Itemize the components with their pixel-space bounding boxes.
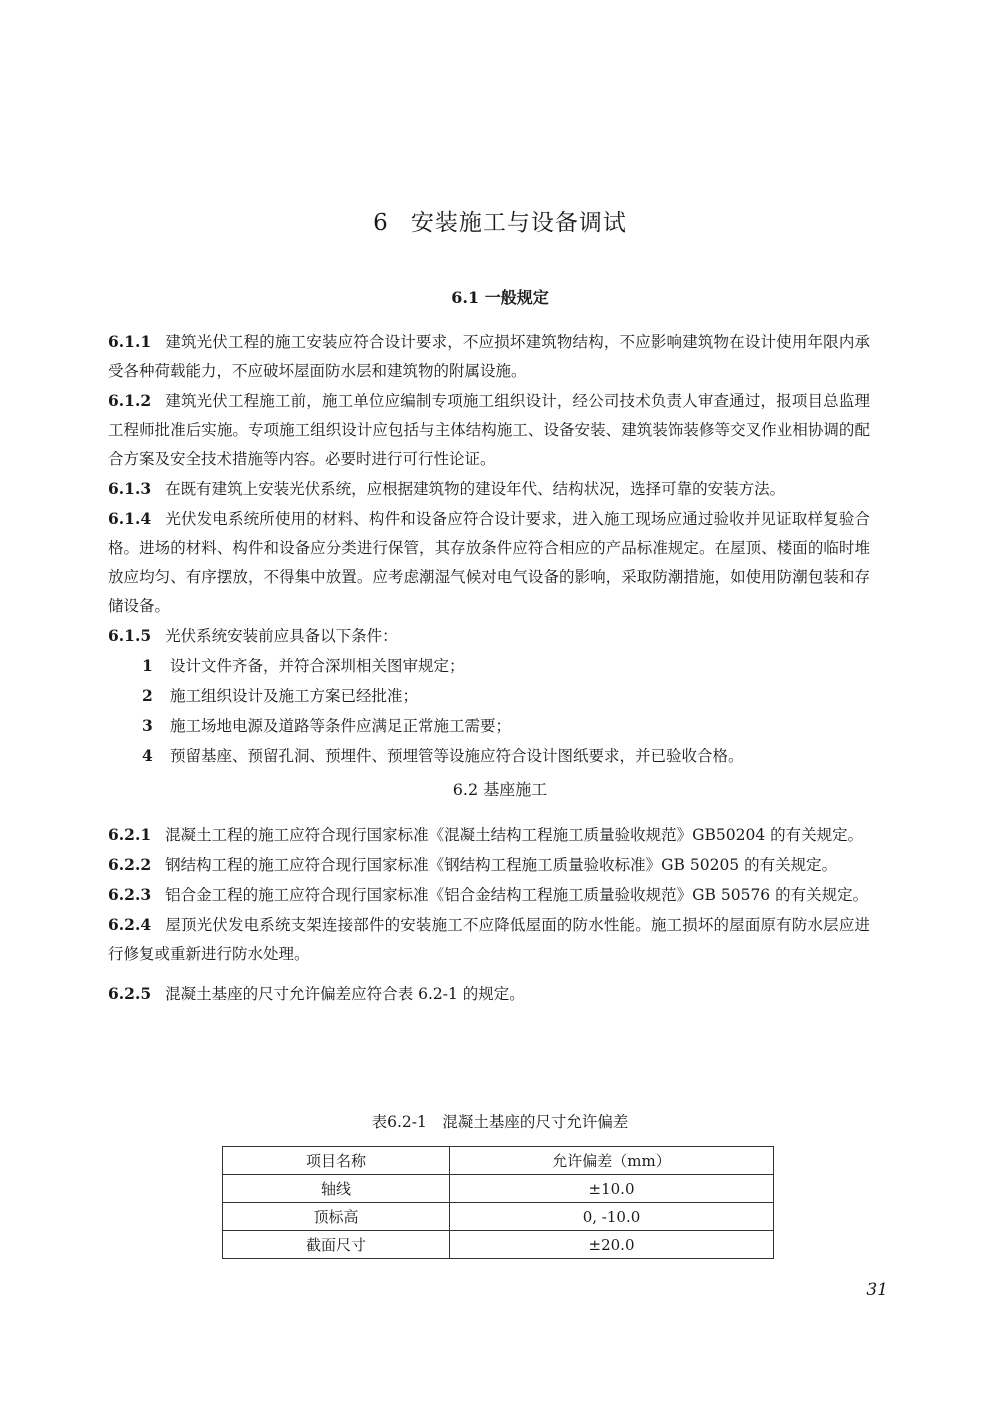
condition-number: 4 <box>142 746 153 765</box>
clause-text: 建筑光伏工程的施工安装应符合设计要求，不应损坏建筑物结构，不应影响建筑物在设计使用年限内承受各种荷载能力，不应破坏屋面防水层和建筑物的附属设施。 <box>108 333 870 380</box>
clause-number: 6.1.1 <box>108 332 152 351</box>
clause-text: 光伏发电系统所使用的材料、构件和设备应符合设计要求，进入施工现场应通过验收并见证取样复验合格。进场的材料、构件和设备应分类进行保管，其存放条件应符合相应的产品标准规定。在屋顶、楼面的临时堆放应均匀、有序摆放，不得集中放置。应考虑潮湿气候对电气设备的影响，采取防潮措施，如使用防潮包装和存储设备。 <box>108 510 870 615</box>
clause-number: 6.2.4 <box>108 915 152 934</box>
clause-6-1-3 <box>108 474 870 504</box>
clause-number: 6.2.1 <box>108 825 152 844</box>
condition-text: 施工组织设计及施工方案已经批准； <box>170 687 419 705</box>
clause-number: 6.2.2 <box>108 855 152 874</box>
clause-6-2-2 <box>108 850 870 880</box>
table-cell: 0, -10.0 <box>450 1203 774 1231</box>
clause-text: 屋顶光伏发电系统支架连接部件的安装施工不应降低屋面的防水性能。施工损坏的屋面原有防水层应进行修复或重新进行防水处理。 <box>108 916 870 963</box>
condition-item <box>108 681 870 711</box>
chapter-title <box>0 204 1000 237</box>
clause-6-1-2 <box>108 386 870 474</box>
clause-number: 6.1.4 <box>108 509 152 528</box>
clause-text: 混凝土基座的尺寸允许偏差应符合表 6.2-1 的规定。 <box>165 985 525 1003</box>
condition-number: 3 <box>142 716 153 735</box>
table-cell: 顶标高 <box>223 1203 450 1231</box>
table-caption: 表6.2-1 混凝土基座的尺寸允许偏差 <box>371 1113 629 1131</box>
condition-item <box>108 711 870 741</box>
table-row <box>223 1203 774 1231</box>
clause-6-2-1 <box>108 820 870 850</box>
clause-text: 钢结构工程的施工应符合现行国家标准《钢结构工程施工质量验收标准》GB 50205 的有关规定。 <box>165 856 838 874</box>
condition-text: 预留基座、预留孔洞、预埋件、预埋管等设施应符合设计图纸要求，并已验收合格。 <box>170 747 744 765</box>
clause-number: 6.2.3 <box>108 885 152 904</box>
condition-item <box>108 741 870 771</box>
tolerance-table <box>222 1146 774 1259</box>
table-cell: 轴线 <box>223 1175 450 1203</box>
page-number: 31 <box>866 1280 888 1300</box>
clause-6-2-5 <box>108 979 870 1009</box>
clause-6-2-3 <box>108 880 870 910</box>
table-header-cell: 项目名称 <box>223 1147 450 1175</box>
clause-number: 6.2.5 <box>108 984 152 1003</box>
chapter-title-text: 安装施工与设备调试 <box>410 210 627 236</box>
table-cell: ±20.0 <box>450 1231 774 1259</box>
clause-6-2-4 <box>108 910 870 969</box>
clause-text: 混凝土工程的施工应符合现行国家标准《混凝土结构工程施工质量验收规范》GB50204 的有关规定。 <box>165 826 864 844</box>
clause-text: 铝合金工程的施工应符合现行国家标准《铝合金结构工程施工质量验收规范》GB 50576 的有关规定。 <box>165 886 869 904</box>
condition-text: 设计文件齐备，并符合深圳相关图审规定； <box>170 657 465 675</box>
condition-text: 施工场地电源及道路等条件应满足正常施工需要； <box>170 717 512 735</box>
clause-text: 在既有建筑上安装光伏系统，应根据建筑物的建设年代、结构状况，选择可靠的安装方法。 <box>165 480 786 498</box>
table-row <box>223 1231 774 1259</box>
condition-item <box>108 651 870 681</box>
clause-text: 建筑光伏工程施工前，施工单位应编制专项施工组织设计，经公司技术负责人审查通过，报项目总监理工程师批准后实施。专项施工组织设计应包括与主体结构施工、设备安装、建筑装饰装修等交叉作业相协调的配合方案及安全技术措施等内容。必要时进行可行性论证。 <box>108 392 870 468</box>
section-title-6-2: 6.2 基座施工 <box>452 780 548 799</box>
clause-6-1-5 <box>108 621 870 651</box>
section-title-6-1: 6.1 一般规定 <box>451 288 549 307</box>
condition-number: 2 <box>142 686 153 705</box>
table-header-row <box>223 1147 774 1175</box>
clause-text: 光伏系统安装前应具备以下条件： <box>165 627 398 645</box>
clause-number: 6.1.3 <box>108 479 152 498</box>
table-row <box>223 1175 774 1203</box>
clause-6-1-4 <box>108 504 870 621</box>
table-header-cell: 允许偏差（mm） <box>450 1147 774 1175</box>
chapter-number: 6 <box>373 210 389 236</box>
clause-number: 6.1.2 <box>108 391 152 410</box>
section-6-2-body <box>108 820 870 1009</box>
table-cell: 截面尺寸 <box>223 1231 450 1259</box>
table-cell: ±10.0 <box>450 1175 774 1203</box>
clause-number: 6.1.5 <box>108 626 152 645</box>
section-6-1-body <box>108 327 870 771</box>
condition-number: 1 <box>142 656 153 675</box>
clause-6-1-1 <box>108 327 870 386</box>
